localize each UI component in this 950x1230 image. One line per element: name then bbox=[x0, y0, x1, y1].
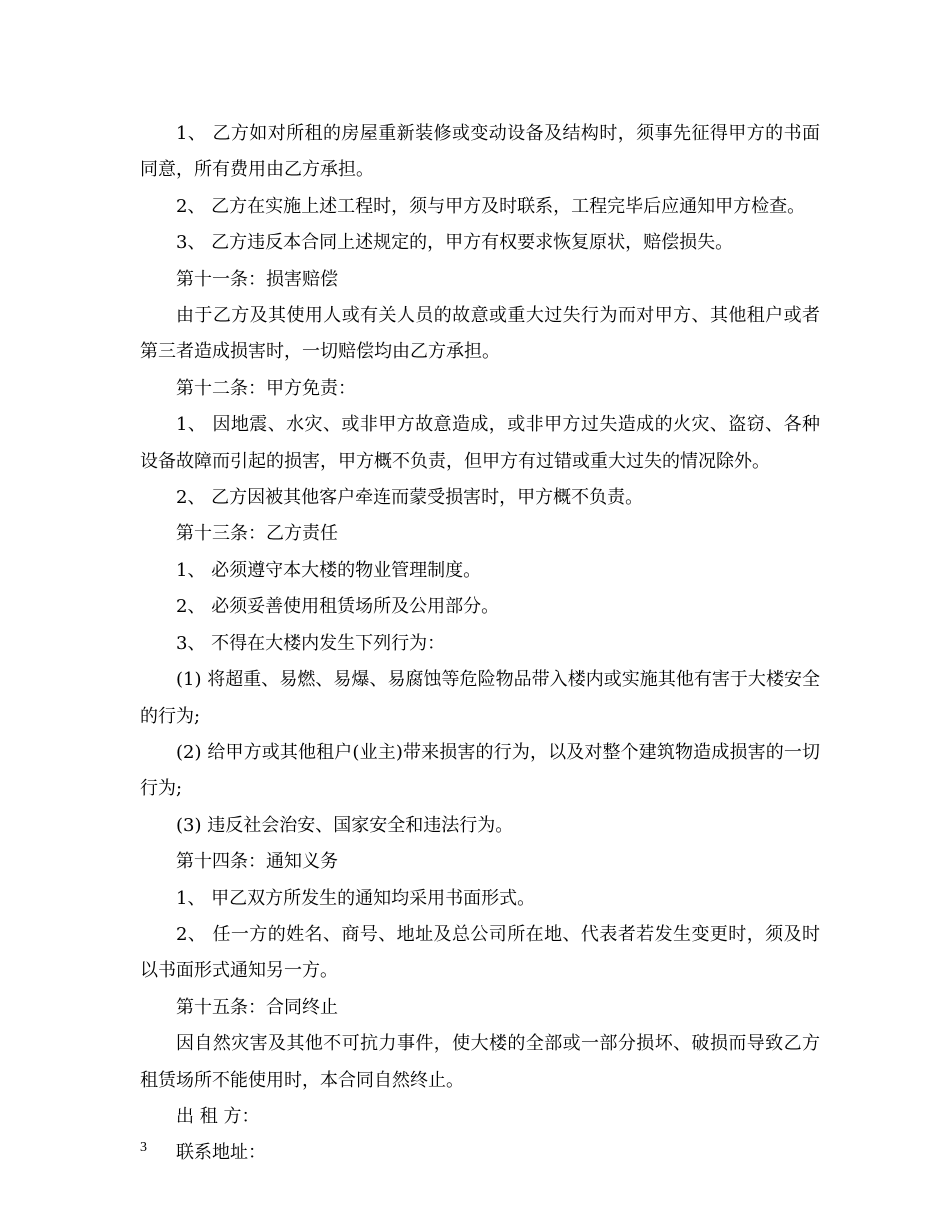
paragraph-prohibited-item-2: (2) 给甲方或其他租户(业主)带来损害的行为，以及对整个建筑物造成损害的一切行为; bbox=[140, 741, 820, 800]
paragraph-construction-contact: 2、 乙方在实施上述工程时，须与甲方及时联系，工程完毕后应通知甲方检查。 bbox=[176, 195, 806, 217]
paragraph-prohibited-item-3: (3) 违反社会治安、国家安全和违法行为。 bbox=[176, 814, 514, 836]
lessor-label: 出 租 方： bbox=[176, 1105, 260, 1127]
page-number: 3 bbox=[140, 1140, 147, 1155]
article-13-heading: 第十三条：乙方责任 bbox=[176, 523, 338, 545]
paragraph-third-party-exemption: 2、 乙方因被其他客户牵连而蒙受损害时，甲方概不负责。 bbox=[176, 487, 644, 509]
paragraph-change-notice: 2、 任一方的姓名、商号、地址及总公司所在地、代表者若发生变更时，须及时以书面形式通知另一方。 bbox=[140, 923, 820, 982]
document-body bbox=[140, 116, 820, 1172]
article-12-heading: 第十二条：甲方免责： bbox=[176, 377, 356, 399]
article-11-heading: 第十一条：损害赔偿 bbox=[176, 268, 338, 290]
paragraph-renovation-consent: 1、 乙方如对所租的房屋重新装修或变动设备及结构时，须事先征得甲方的书面同意，所有费用由乙方承担。 bbox=[140, 123, 820, 181]
paragraph-restore-compensate: 3、 乙方违反本合同上述规定的，甲方有权要求恢复原状，赔偿损失。 bbox=[176, 232, 734, 254]
article-14-heading: 第十四条：通知义务 bbox=[176, 851, 338, 873]
paragraph-damage-compensation: 由于乙方及其使用人或有关人员的故意或重大过失行为而对甲方、其他租户或者第三者造成损害时，一切赔偿均由乙方承担。 bbox=[140, 305, 820, 363]
paragraph-written-notice: 1、 甲乙双方所发生的通知均采用书面形式。 bbox=[176, 887, 536, 909]
paragraph-prohibited-item-1: (1) 将超重、易燃、易爆、易腐蚀等危险物品带入楼内或实施其他有害于大楼安全的行为; bbox=[140, 669, 820, 727]
contact-address-label: 联系地址： bbox=[176, 1142, 266, 1164]
paragraph-disaster-exemption: 1、 因地震、水灾、或非甲方故意造成，或非甲方过失造成的火灾、盗窃、各种设备故障而引起的损害，甲方概不负责，但甲方有过错或重大过失的情况除外。 bbox=[140, 414, 820, 472]
article-15-heading: 第十五条：合同终止 bbox=[176, 996, 338, 1018]
paragraph-management-rules: 1、 必须遵守本大楼的物业管理制度。 bbox=[176, 559, 482, 581]
paragraph-contract-termination: 因自然灾害及其他不可抗力事件，使大楼的全部或一部分损坏、破损而导致乙方租赁场所不能使用时，本合同自然终止。 bbox=[140, 1033, 820, 1091]
paragraph-proper-use: 2、 必须妥善使用租赁场所及公用部分。 bbox=[176, 596, 500, 618]
paragraph-prohibited-acts: 3、 不得在大楼内发生下列行为： bbox=[176, 632, 446, 654]
